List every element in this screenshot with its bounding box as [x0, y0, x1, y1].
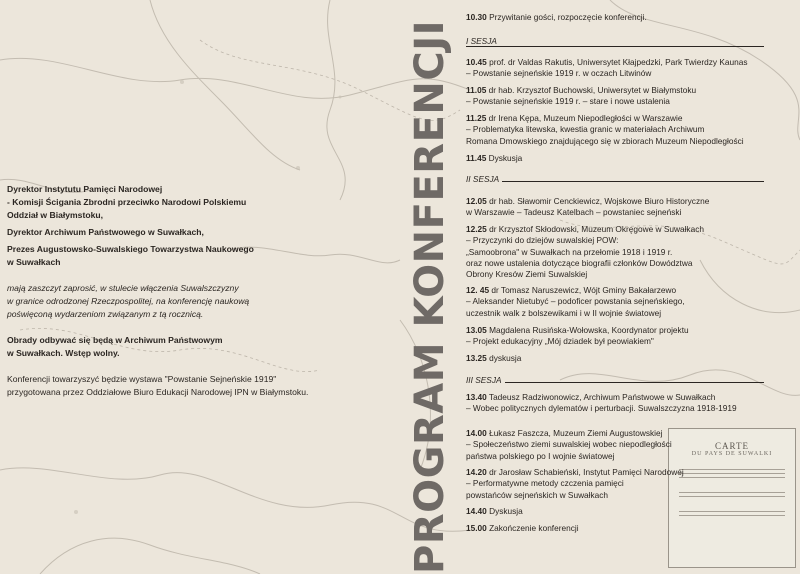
program-item [466, 523, 766, 534]
invitation-text: poświęconą wydarzeniom związanym z tą rocznicą. [7, 309, 204, 319]
item-time: 14.20 [466, 467, 487, 477]
venue-text: w Suwałkach. Wstęp wolny. [7, 348, 120, 358]
program-item [466, 85, 766, 108]
program-item [466, 467, 766, 501]
item-text: dr Irena Kępa, Muzeum Niepodległości w Warszawie [488, 113, 683, 123]
invitation-panel [7, 183, 397, 399]
item-text: dr Jarosław Schabieński, Instytut Pamięci Narodowej [489, 467, 684, 477]
item-time: 13.25 [466, 353, 487, 363]
item-text: dr Krzysztof Skłodowski, Muzeum Okręgowe w Suwałkach [489, 224, 704, 234]
item-time: 11.25 [466, 113, 487, 123]
item-text: – Społeczeństwo ziemi suwalskiej wobec niepodległości [466, 439, 672, 450]
program-item [466, 12, 766, 23]
item-text: oraz nowe ustalenia dotyczące biografii członków Dowództwa [466, 257, 693, 268]
item-text: dr hab. Krzysztof Buchowski, Uniwersytet w Białymstoku [488, 85, 697, 95]
item-text: – Przyczynki do dziejów suwalskiej POW: [466, 235, 619, 246]
item-text: dr hab. Sławomir Cenckiewicz, Wojskowe Biuro Historyczne [489, 196, 710, 206]
item-time: 10.30 [466, 12, 487, 22]
item-text: w Warszawie – Tadeusz Katelbach – powstaniec sejneński [466, 207, 682, 218]
item-text: Magdalena Rusińska-Wołowska, Koordynator projektu [489, 325, 689, 335]
program-title: PROGRAM KONFERENCJI [407, 20, 453, 574]
inviter-line: Oddział w Białymstoku, [7, 210, 103, 220]
item-time: 14.00 [466, 428, 487, 438]
item-text: Przywitanie gości, rozpoczęcie konferencji. [489, 12, 647, 22]
item-time: 14.40 [466, 506, 487, 516]
carte-subtitle: DU PAYS DE SUWALKI [691, 451, 773, 457]
item-text: prof. dr Valdas Rakutis, Uniwersytet Kłajpedzki, Park Twierdzy Kaunas [489, 57, 748, 67]
item-text: „Samoobrona" w Suwałkach na przełomie 1918 i 1919 r. [466, 246, 673, 257]
carte-title: CARTE [715, 441, 749, 451]
item-text: powstańców sejneńskich w Suwałkach [466, 489, 609, 500]
inviter-line: w Suwałkach [7, 257, 61, 267]
item-text: Obrony Kresów Ziemi Suwalskiej [466, 269, 588, 280]
program-item [466, 353, 766, 364]
item-text: dyskusja [489, 353, 522, 363]
invitation-text: mają zaszczyt zaprosić, w stulecie włączenia Suwalszczyzny [7, 283, 239, 293]
divider [502, 181, 764, 182]
item-time: 15.00 [466, 523, 487, 533]
program-item [466, 153, 766, 164]
program-item [466, 57, 766, 80]
divider [466, 46, 764, 47]
item-text: Zakończenie konferencji [489, 523, 579, 533]
item-time: 12.05 [466, 196, 487, 206]
inviter-line: Prezes Augustowsko-Suwalskiego Towarzystwa Naukowego [7, 244, 254, 254]
item-time: 10.45 [466, 57, 487, 67]
program-item [466, 224, 766, 280]
item-text: – Powstanie sejneńskie 1919 r. w oczach Litwinów [466, 68, 652, 79]
exhibition-text: Konferencji towarzyszyć będzie wystawa "Powstanie Sejneńskie 1919" [7, 374, 277, 384]
item-text: – Wobec politycznych dylematów i perturbacji. Suwalszczyzna 1918-1919 [466, 403, 737, 414]
item-time: 11.45 [466, 153, 487, 163]
item-text: Łukasz Faszcza, Muzeum Ziemi Augustowskiej [489, 428, 663, 438]
item-text: – Performatywne metody czczenia pamięci [466, 478, 624, 489]
venue-text: Obrady odbywać się będą w Archiwum Państwowym [7, 335, 223, 345]
inviter-line: Dyrektor Archiwum Państwowego w Suwałkach, [7, 227, 204, 237]
item-text: – Problematyka litewska, kwestia granic w materiałach Archiwum [466, 124, 705, 135]
invitation-text: w granice odrodzonej Rzeczpospolitej, na konferencję naukową [7, 296, 250, 306]
exhibition-text: przygotowana przez Oddziałowe Biuro Edukacji Narodowej IPN w Białymstoku. [7, 387, 309, 397]
item-text: Dyskusja [488, 153, 523, 163]
item-text: – Aleksander Nietubyć – podoficer powstania sejneńskiego, [466, 296, 685, 307]
item-time: 12.25 [466, 224, 487, 234]
program-item [466, 196, 766, 219]
item-text: – Powstanie sejneńskie 1919 r. – stare i nowe ustalenia [466, 96, 670, 107]
session-label: I SESJA [466, 36, 497, 46]
program-item [466, 325, 766, 348]
divider [505, 382, 764, 383]
program-item [466, 113, 766, 147]
item-time: 12. 45 [466, 285, 490, 295]
session-label: III SESJA [466, 375, 502, 385]
session-label: II SESJA [466, 174, 500, 184]
inviter-line: Dyrektor Instytutu Pamięci Narodowej [7, 184, 163, 194]
item-text: państwa polskiego po I wojnie światowej [466, 450, 615, 461]
item-text: uczestnik walk z bolszewikami i w II wojnie światowej [466, 307, 662, 318]
item-time: 13.40 [466, 392, 487, 402]
program-item [466, 285, 766, 319]
item-text: Dyskusja [489, 506, 523, 516]
inviter-line: - Komisji Ścigania Zbrodni przeciwko Narodowi Polskiemu [7, 197, 247, 207]
program-item [466, 428, 766, 462]
program-item [466, 506, 766, 517]
item-time: 11.05 [466, 85, 487, 95]
item-text: – Projekt edukacyjny „Mój dziadek był peowiakiem" [466, 336, 654, 347]
program-item [466, 392, 766, 415]
item-time: 13.05 [466, 325, 487, 335]
item-text: dr Tomasz Naruszewicz, Wójt Gminy Bakałarzewo [491, 285, 677, 295]
item-text: Romana Dmowskiego znajdującego się w zbiorach Muzeum Niepodległości [466, 135, 744, 146]
item-text: Tadeusz Radziwonowicz, Archiwum Państwowe w Suwałkach [488, 392, 716, 402]
